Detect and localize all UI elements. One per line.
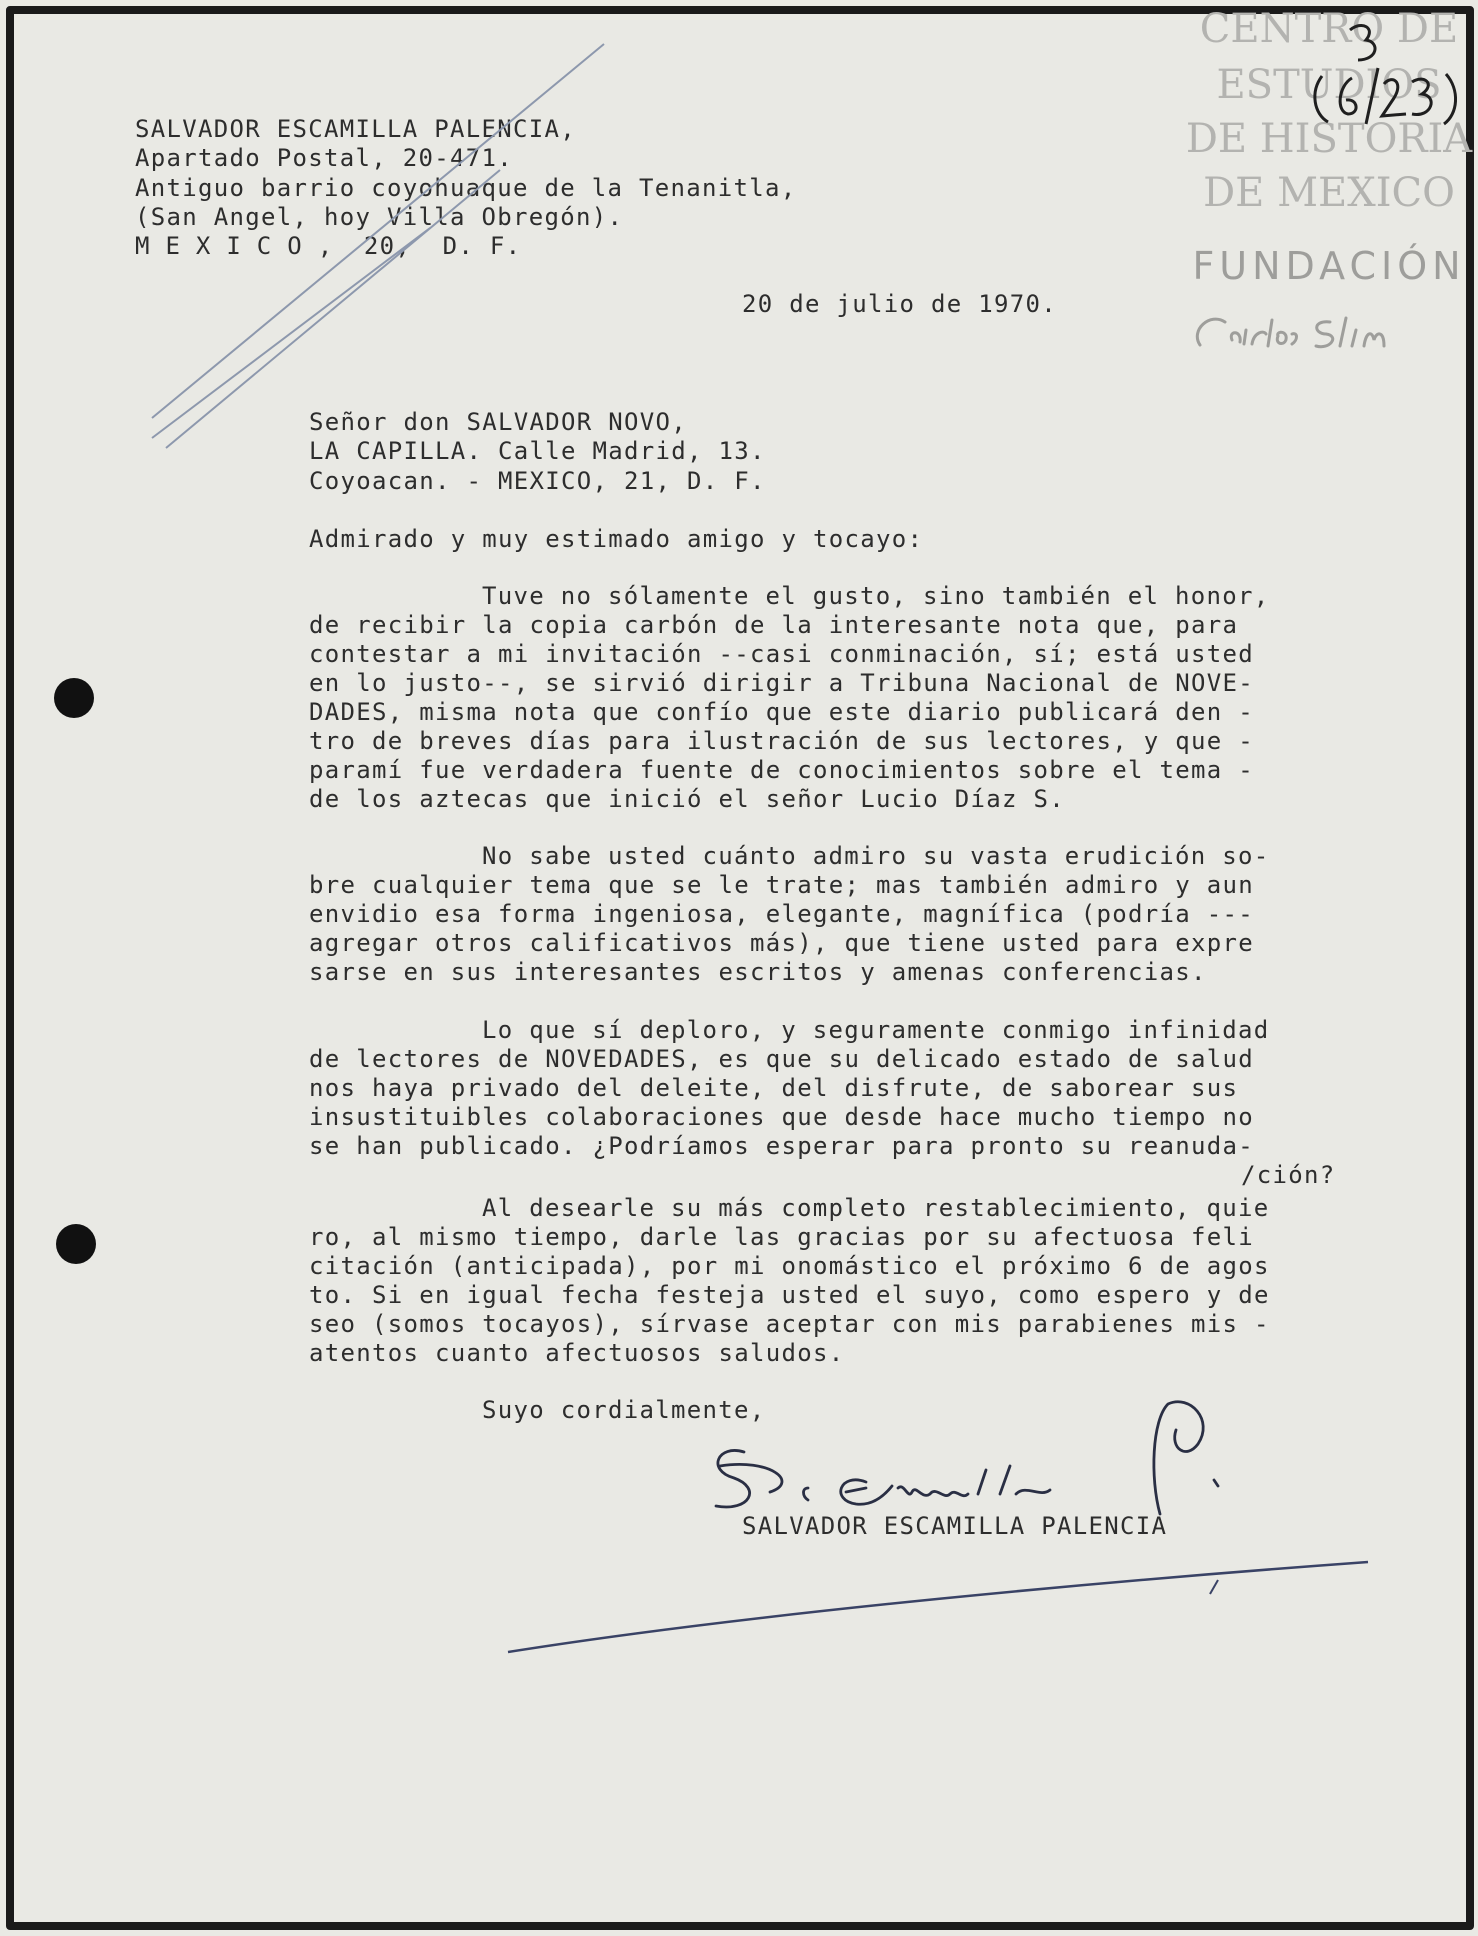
body-line: sarse en sus interesantes escritos y amenas conferencias.	[309, 958, 1207, 986]
stamp-line-3: DE HISTORIA	[1185, 116, 1473, 162]
body-line: de los aztecas que inició el señor Lucio Díaz S.	[309, 785, 1065, 813]
body-line: insustituibles colaboraciones que desde hace mucho tiempo no	[309, 1103, 1254, 1131]
archive-number-handwritten	[1300, 18, 1470, 128]
body-line: contestar a mi invitación --casi conminación, sí; está usted	[309, 640, 1254, 668]
typed-signature: SALVADOR ESCAMILLA PALENCIA	[742, 1512, 1168, 1540]
body-line: en lo justo--, se sirvió dirigir a Tribuna Nacional de NOVE-	[309, 669, 1254, 697]
sender-city-rest: 20, D. F.	[363, 232, 522, 260]
body-line: ro, al mismo tiempo, darle las gracias por su afectuosa feli	[309, 1223, 1254, 1251]
body-line: envidio esa forma ingeniosa, elegante, magnífica (podría ---	[309, 900, 1254, 928]
body-line: No sabe usted cuánto admiro su vasta erudición so-	[482, 842, 1270, 870]
body-line: de lectores de NOVEDADES, es que su delicado estado de salud	[309, 1045, 1254, 1073]
body-line: to. Si en igual fecha festeja usted el suyo, como espero y de	[309, 1281, 1270, 1309]
punch-hole-bottom	[56, 1224, 96, 1264]
letter-date: 20 de julio de 1970.	[742, 290, 1057, 318]
recipient-line-1: Señor don SALVADOR NOVO,	[309, 408, 687, 436]
sender-city	[135, 232, 521, 261]
body-line: citación (anticipada), por mi onomástico el próximo 6 de agos	[309, 1252, 1270, 1280]
body-line: bre cualquier tema que se le trate; mas también admiro y aun	[309, 871, 1254, 899]
sender-name: SALVADOR ESCAMILLA PALENCIA,	[135, 115, 576, 143]
body-line: de recibir la copia carbón de la interesante nota que, para	[309, 611, 1239, 639]
recipient-line-2: LA CAPILLA. Calle Madrid, 13.	[309, 437, 766, 465]
sender-address-3: (San Angel, hoy Villa Obregón).	[135, 203, 624, 231]
stamp-line-1: CENTRO DE	[1199, 6, 1459, 52]
stamp-line-2: ESTUDIOS	[1216, 62, 1442, 108]
body-line: nos haya privado del deleite, del disfrute, de saborear sus	[309, 1074, 1239, 1102]
salutation: Admirado y muy estimado amigo y tocayo:	[309, 525, 924, 553]
stamp-line-4: DE MEXICO	[1203, 170, 1455, 216]
body-line: Tuve no sólamente el gusto, sino también el honor,	[482, 582, 1270, 610]
body-line: paramí fue verdadera fuente de conocimientos sobre el tema -	[309, 756, 1254, 784]
stamp-foundation: FUNDACIÓN	[1192, 244, 1466, 288]
body-line: Lo que sí deploro, y seguramente conmigo infinidad	[482, 1016, 1270, 1044]
body-line: seo (somos tocayos), sírvase aceptar con mis parabienes mis -	[309, 1310, 1270, 1338]
body-line: agregar otros calificativos más), que tiene usted para expre	[309, 929, 1254, 957]
body-line: se han publicado. ¿Podríamos esperar para pronto su reanuda-	[309, 1132, 1254, 1160]
sender-address-2: Antiguo barrio coyohuaque de la Tenanitla,	[135, 174, 797, 202]
punch-hole-top	[54, 678, 94, 718]
stamp-signature-logo	[1180, 300, 1478, 366]
sender-city-spaced: MEXICO,	[135, 232, 349, 260]
body-line: atentos cuanto afectuosos saludos.	[309, 1339, 845, 1367]
body-line: tro de breves días para ilustración de sus lectores, y que -	[309, 727, 1254, 755]
closing: Suyo cordialmente,	[482, 1396, 766, 1424]
recipient-line-3: Coyoacan. - MEXICO, 21, D. F.	[309, 467, 766, 495]
body-line: DADES, misma nota que confío que este diario publicará den -	[309, 698, 1254, 726]
sender-address-1: Apartado Postal, 20-471.	[135, 144, 513, 172]
body-line: /ción?	[1241, 1161, 1336, 1189]
body-line: Al desearle su más completo restablecimiento, quie	[482, 1194, 1270, 1222]
